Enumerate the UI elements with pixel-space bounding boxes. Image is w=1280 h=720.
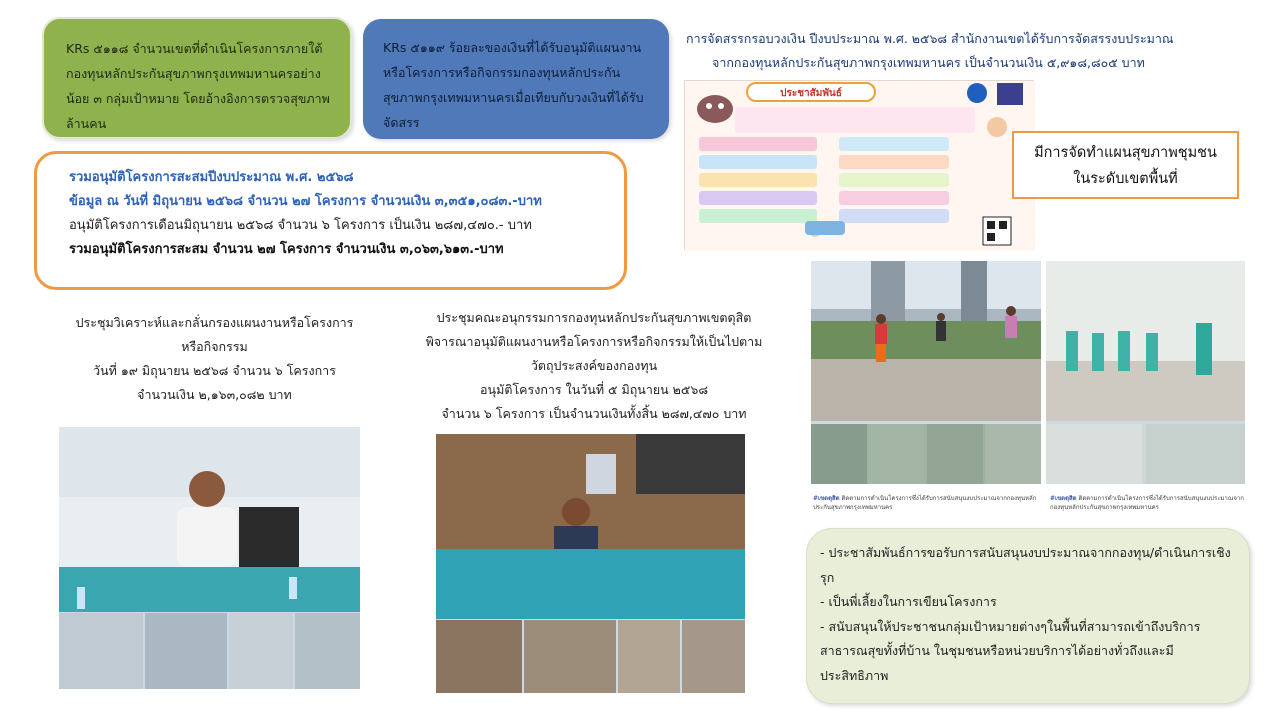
meeting-left-line-4: จำนวนเงิน ๒,๑๖๓,๐๘๒ บาท <box>137 387 292 402</box>
advice-item-3: - สนับสนุนให้ประชาชนกลุ่มเป้าหมายต่างๆในพื้นที่สามารถเข้าถึงบริการสาธารณสุขทั้งที่บ้าน ในชุมชนหรือหน่วยบริการได้อย่างทั่วถึงและมีประสิทธิภาพ <box>820 618 1201 683</box>
meeting-mid-line-4: อนุมัติโครงการ ในวันที่ ๕ มิถุนายน ๒๕๖๘ <box>480 382 708 397</box>
summary-line-3: อนุมัติโครงการเดือนมิถุนายน ๒๕๖๘ จำนวน ๖ โครงการ เป็นเงิน ๒๘๗,๔๗๐.- บาท <box>69 218 532 233</box>
advice-item-1: - ประชาสัมพันธ์การขอรับการสนับสนุนงบประมาณจากกองทุน/ดำเนินการเชิงรุก <box>820 545 1231 585</box>
summary-line-1: รวมอนุมัติโครงการสะสมปีงบประมาณ พ.ศ. ๒๕๖๘ <box>69 170 354 185</box>
exercise-photo-outdoor <box>811 261 1041 484</box>
caption-right-text: ติดตามการดำเนินโครงการซึ่งได้รับการสนับสนุนงบประมาณจากกองทุนหลักประกันสุขภาพกรุงเทพมหานคร <box>1050 495 1244 511</box>
meeting-left-line-1: ประชุมวิเคราะห์และกลั่นกรองแผนงานหรือโครงการ <box>75 315 354 330</box>
meeting-mid-caption <box>412 306 776 426</box>
kr-5118-text: KRs ๕๑๑๘ จำนวนเขตที่ดำเนินโครงการภายใต้กองทุนหลักประกันสุขภาพกรุงเทพมหานครอย่างน้อย ๓ กลุ่มเป้าหมาย โดยอ้างอิงการตรวจสุขภาพล้านคน <box>66 41 330 131</box>
community-plan-line-2: ในระดับเขตพื้นที่ <box>1073 171 1178 187</box>
caption-left-text: ติดตามการดำเนินโครงการซึ่งได้รับการสนับสนุนงบประมาณจากกองทุนหลักประกันสุขภาพกรุงเทพมหานคร <box>813 495 1037 511</box>
caption-left-tag: #เขตดุสิต <box>813 495 840 502</box>
photo-caption-left <box>813 494 1039 512</box>
community-plan-line-1: มีการจัดทำแผนสุขภาพชุมชน <box>1034 145 1217 161</box>
allocation-line-1: การจัดสรรกรอบวงเงิน ปีงบประมาณ พ.ศ. ๒๕๖๘ สำนักงานเขตได้รับการจัดสรรงบประมาณ <box>686 31 1174 46</box>
operational-advice-box <box>806 528 1250 704</box>
summary-line-2: ข้อมูล ณ วันที่ มิถุนายน ๒๕๖๘ จำนวน ๒๗ โครงการ จำนวนเงิน ๓,๓๕๑,๐๘๓.-บาท <box>69 194 542 209</box>
meeting-mid-line-3: วัตถุประสงค์ของกองทุน <box>530 358 658 373</box>
exercise-photo-indoor <box>1046 261 1245 484</box>
kr-5119-text: KRs ๕๑๑๙ ร้อยละของเงินที่ได้รับอนุมัติแผนงานหรือโครงการหรือกิจกรรมกองทุนหลักประกันสุขภาพกรุงเทพมหานครเมื่อเทียบกับวงเงินที่ได้รับจัดสรร <box>383 40 644 130</box>
meeting-left-line-2: หรือกิจกรรม <box>181 339 248 354</box>
community-plan-box <box>1012 131 1239 199</box>
advice-item-2: - เป็นพี่เลี้ยงในการเขียนโครงการ <box>820 594 997 609</box>
kr-5118-box <box>42 17 352 139</box>
kr-5119-box <box>363 19 669 139</box>
caption-right-tag: #เขตดุสิต <box>1050 495 1077 502</box>
pr-poster-graphic <box>685 81 1035 251</box>
allocation-line-2: จากกองทุนหลักประกันสุขภาพกรุงเทพมหานคร เป็นจำนวนเงิน ๕,๙๑๘,๘๐๕ บาท <box>712 55 1145 70</box>
pr-poster <box>684 80 1034 250</box>
budget-allocation <box>686 27 1206 75</box>
meeting-mid-line-2: พิจารณาอนุมัติแผนงานหรือโครงการหรือกิจกรรมให้เป็นไปตาม <box>425 334 763 349</box>
summary-line-4: รวมอนุมัติโครงการสะสม จำนวน ๒๗ โครงการ จำนวนเงิน ๓,๐๖๓,๖๑๓.-บาท <box>69 242 504 257</box>
meeting-photo-left <box>59 427 360 689</box>
meeting-photo-middle <box>436 434 745 693</box>
meeting-left-line-3: วันที่ ๑๙ มิถุนายน ๒๕๖๘ จำนวน ๖ โครงการ <box>93 363 336 378</box>
project-summary-box <box>34 151 627 290</box>
meeting-mid-line-1: ประชุมคณะอนุกรรมการกองทุนหลักประกันสุขภาพเขตดุสิต <box>436 310 752 325</box>
poster-badge: ประชาสัมพันธ์ <box>780 88 842 99</box>
photo-caption-right <box>1050 494 1245 512</box>
meeting-mid-line-5: จำนวน ๖ โครงการ เป็นจำนวนเงินทั้งสิ้น ๒๘๗,๔๗๐ บาท <box>441 406 747 421</box>
meeting-left-caption <box>58 311 371 407</box>
